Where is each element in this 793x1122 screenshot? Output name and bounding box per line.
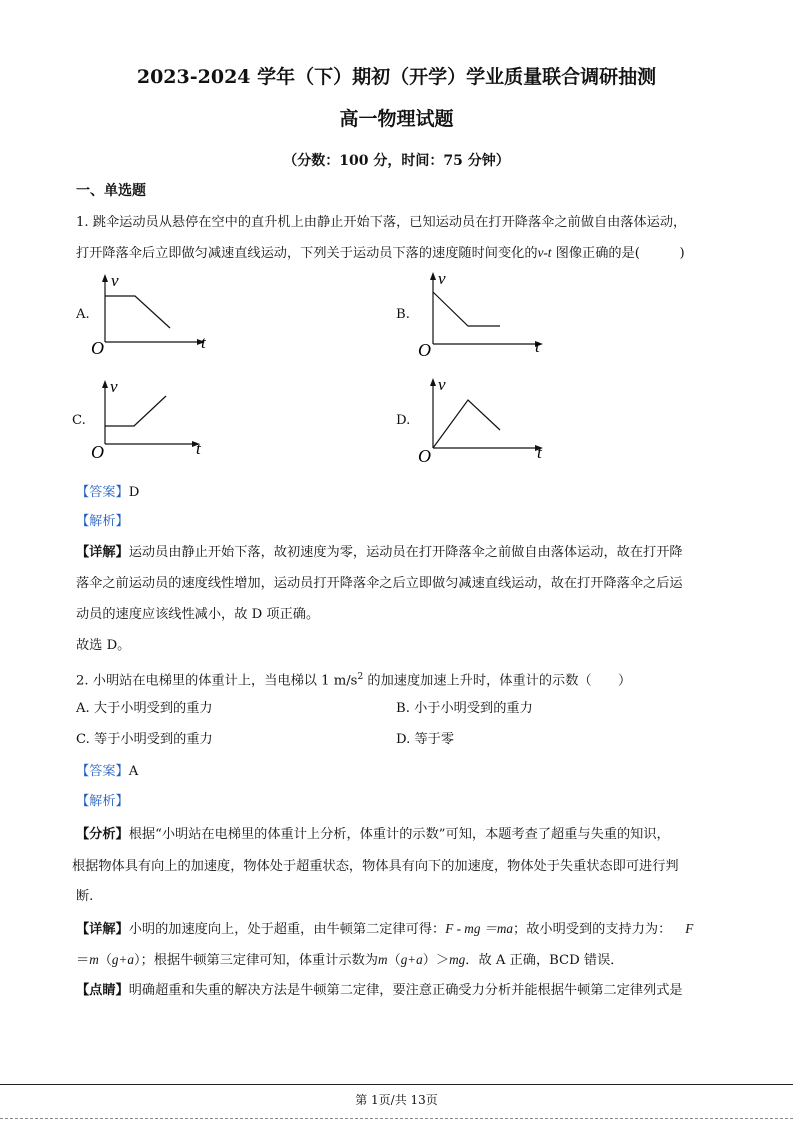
q2-text: （ xyxy=(98,953,112,968)
q2-fenxi-line3: 断. xyxy=(76,889,94,904)
detail-tag: 【详解】 xyxy=(76,545,129,560)
q1-stem-text: 打开降落伞后立即做匀减速直线运动，下列关于运动员下落的速度随时间变化的 xyxy=(76,246,538,261)
q2-stem-blank: 的加速度加速上升时，体重计的示数（ ） xyxy=(363,673,632,689)
q2-analysis-tag: 【解析】 xyxy=(76,794,129,809)
q1-d-origin-label: O xyxy=(418,446,431,466)
q2-fenxi-line2: 根据物体具有向上的加速度，物体处于超重状态，物体具有向下的加速度，物体处于失重状态即可进行判 xyxy=(72,859,679,874)
q2-stem-text: 2. 小明站在电梯里的体重计上，当电梯以 1 m/s xyxy=(76,673,358,689)
q2-detail-line2 xyxy=(76,945,623,976)
q2-stem xyxy=(76,662,631,696)
section-heading: 一、单选题 xyxy=(76,183,146,199)
q1-graph-a xyxy=(88,268,218,358)
answer-tag: 【答案】 xyxy=(76,764,129,779)
q2-answer xyxy=(76,757,138,787)
q1-stem-line2 xyxy=(76,238,685,269)
q1-detail-line3: 动员的速度应该线性减小，故 D 项正确。 xyxy=(76,607,320,622)
q2-detail-text: 小明的加速度向上，处于超重，由牛顿第二定律可得： xyxy=(128,922,446,937)
q1-d-t-label: t xyxy=(537,443,542,462)
q1-graph-c xyxy=(88,374,218,464)
q2-option-a: A. 大于小明受到的重力 xyxy=(76,701,213,716)
q1-a-v-label: v xyxy=(111,271,119,290)
q1-option-a-label: A. xyxy=(76,307,90,322)
q2-weight-symbol: mg xyxy=(449,952,466,967)
q1-option-b-label: B. xyxy=(396,307,410,322)
q1-b-origin-label: O xyxy=(418,340,431,360)
q2-fenxi-text: 根据“小明站在电梯里的体重计上分析，体重计的示数”可知，本题考查了超重与失重的知识， xyxy=(128,827,670,842)
q1-analysis-tag: 【解析】 xyxy=(76,514,129,529)
q1-detail-text: 运动员由静止开始下落，故初速度为零，运动员在打开降落伞之前做自由落体运动，故在打开降 xyxy=(128,545,683,560)
fenxi-tag: 【分析】 xyxy=(76,827,129,842)
q2-force-symbol: F xyxy=(685,921,694,936)
q2-stem-sup: 2 xyxy=(357,672,364,682)
q1-b-t-label: t xyxy=(535,337,540,356)
q1-detail-line2: 落伞之前运动员的速度线性增加，运动员打开降落伞之后立即做匀减速直线运动，故在打开降落伞之后运 xyxy=(76,576,683,591)
answer-tag: 【答案】 xyxy=(76,485,129,500)
q2-mass-symbol: m xyxy=(377,952,388,967)
q2-text: （ xyxy=(387,953,401,968)
q1-answer-value: D xyxy=(128,485,140,500)
q2-newton-formula: F - mg ＝ma xyxy=(445,921,514,936)
q2-answer-value: A xyxy=(128,764,139,779)
page-number: 第 1页/共 13页 xyxy=(355,1093,438,1107)
detail-tag: 【详解】 xyxy=(76,922,129,937)
q2-ga-symbol: g+a xyxy=(111,952,134,967)
q1-stem-line1: 1. 跳伞运动员从悬停在空中的直升机上由静止开始下落，已知运动员在打开降落伞之前做自由落体运动， xyxy=(76,215,687,230)
q1-graph-b xyxy=(416,266,556,362)
q1-c-origin-label: O xyxy=(91,442,104,462)
q1-a-origin-label: O xyxy=(91,338,104,358)
tip-tag: 【点睛】 xyxy=(76,983,129,998)
q2-tip-line xyxy=(76,976,683,1006)
q2-text: ．故 A 正确，BCD 错误． xyxy=(465,953,624,968)
q2-text: ）；根据牛顿第三定律可知，体重计示数为 xyxy=(134,953,378,968)
q1-detail-line1 xyxy=(76,538,683,568)
q1-b-v-label: v xyxy=(438,269,446,288)
q2-mass-symbol: m xyxy=(89,952,99,967)
bottom-dashed-edge xyxy=(0,1118,793,1119)
q1-option-c-label: C. xyxy=(72,413,86,428)
q2-text: ＝ xyxy=(76,953,90,968)
q1-conclusion: 故选 D。 xyxy=(76,638,131,653)
q1-d-v-label: v xyxy=(438,375,446,394)
q2-option-d: D. 等于零 xyxy=(396,732,455,747)
q1-option-d-label: D. xyxy=(396,413,411,428)
q1-c-v-label: v xyxy=(110,377,118,396)
exam-title: 2023-2024 学年（下）期初（开学）学业质量联合调研抽测 xyxy=(136,66,657,88)
q1-c-t-label: t xyxy=(196,439,201,458)
q2-fenxi-line1 xyxy=(76,820,670,850)
q2-detail-line1 xyxy=(76,914,693,945)
footer-divider xyxy=(0,1084,793,1085)
q2-text: ）＞ xyxy=(422,953,450,968)
q2-option-c: C. 等于小明受到的重力 xyxy=(76,732,213,747)
q1-stem-blank: 图像正确的是( ) xyxy=(551,246,685,261)
q2-ga-symbol: g+a xyxy=(400,952,423,967)
q1-vt-symbol: v-t xyxy=(537,245,552,260)
q2-tip-text: 明确超重和失重的解决方法是牛顿第二定律，要注意正确受力分析并能根据牛顿第二定律列式是 xyxy=(128,983,683,998)
exam-subtitle: 高一物理试题 xyxy=(339,108,454,130)
q1-a-t-label: t xyxy=(201,333,206,352)
q1-graph-d xyxy=(416,372,556,468)
q2-option-b: B. 小于小明受到的重力 xyxy=(396,701,533,716)
score-time-info: （分数：100 分，时间：75 分钟） xyxy=(283,153,510,169)
q2-detail-text: ；故小明受到的支持力为： xyxy=(513,922,672,937)
q1-answer xyxy=(76,478,139,508)
